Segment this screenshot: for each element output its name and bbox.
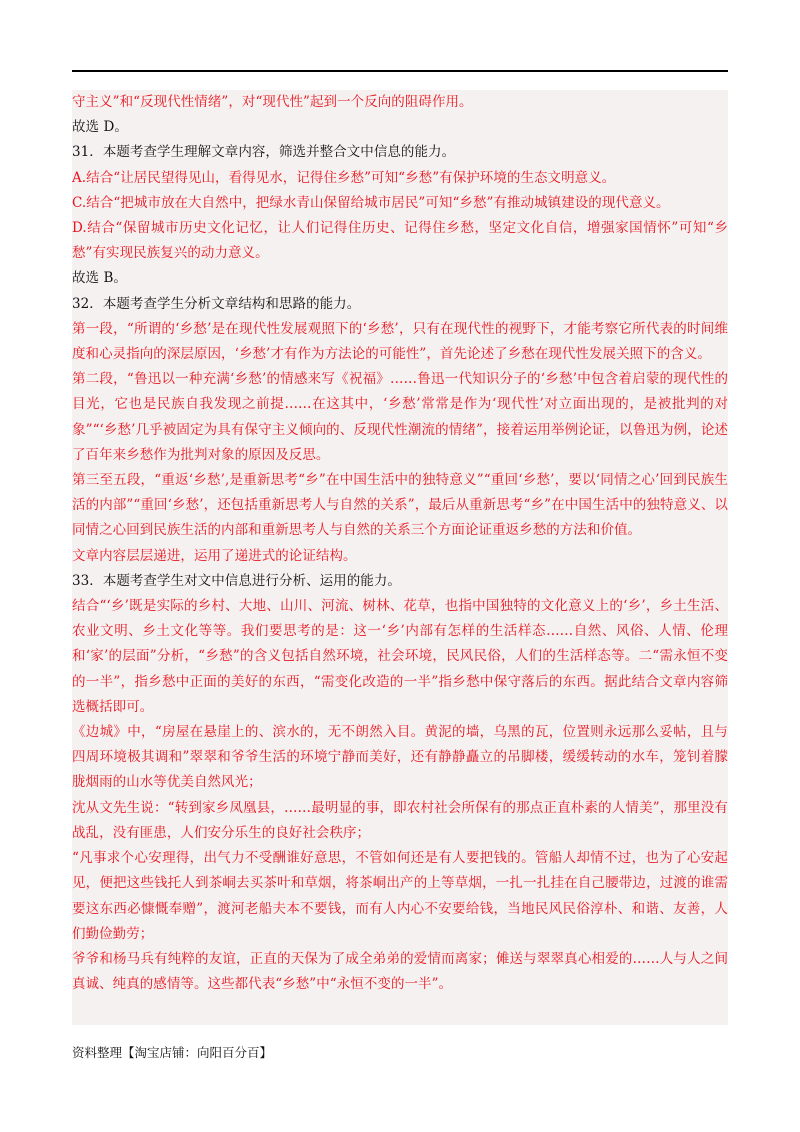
paragraph: 《边城》中，“房屋在悬崖上的、滨水的，无不朗然入目。黄泥的墙，乌黑的瓦，位置则永远那么妥帖，且与四周环境极其调和”翠翠和爷爷生活的环境宁静而美好，还有静静矗立的吊脚楼，缓缓转动的水车，笼钊着朦胧烟雨的山水等优美自然风光； <box>72 724 728 791</box>
answer-explanation-body <box>72 90 728 1025</box>
paragraph: 结合“‘乡’既是实际的乡村、大地、山川、河流、树林、花草，也指中国独特的文化意义上的‘乡’，乡土生活、农业文明、乡土文化等等。我们要思考的是：这一‘乡’内部有怎样的生活样态……自然、风俗、人情、伦理和‘家’的层面”分析，“乡愁”的含义包括自然环境，社会环境，民风民俗，人们的生活样态等。二“需永恒不变的一半”，指乡愁中正面的美好的东西，“需变化改造的一半”指乡愁中保守落后的东西。据此结合文章内容筛选概括即可。 <box>72 598 728 715</box>
paragraph: 故选 D。 <box>72 119 128 136</box>
header-rule <box>72 70 728 72</box>
paragraph: 爷爷和杨马兵有纯粹的友谊，正直的天保为了成全弟弟的爱情而离家；傩送与翠翠真心相爱的……人与人之间真诚、纯真的感情等。这些都代表“乡愁”中“永恒不变的一半”。 <box>72 950 728 993</box>
paragraph: 守主义”和“反现代性情绪”，对“现代性”起到一个反向的阻碍作用。 <box>72 94 473 110</box>
paragraph: 31．本题考查学生理解文章内容，筛选并整合文中信息的能力。 <box>72 144 456 161</box>
paragraph: C.结合“把城市放在大自然中，把绿水青山保留给城市居民”可知“乡愁”有推动城镇建设的现代意义。 <box>72 194 670 211</box>
paragraph: 33．本题考查学生对文中信息进行分析、运用的能力。 <box>72 572 401 589</box>
paragraph: 沈从文先生说：“转到家乡凤凰县，……最明显的事，即农村社会所保有的那点正直朴素的人情美”，那里没有战乱，没有匪患，人们安分乐生的良好社会秩序； <box>72 799 728 841</box>
paragraph: 32．本题考查学生分析文章结构和思路的能力。 <box>72 295 361 312</box>
paragraph: 第一段，“所谓的‘乡愁’是在现代性发展观照下的‘乡愁’，只有在现代性的视野下，才能考察它所代表的时间维度和心灵指向的深层原因，‘乡愁’才有作为方法论的可能性”，首先论述了乡愁在现代性发展关照下的含义。 <box>72 320 728 363</box>
paragraph: 文章内容层层递进，运用了递进式的论证结构。 <box>72 547 357 564</box>
paragraph: 第三至五段，“重返‘乡愁’,是重新思考“乡”在中国生活中的独特意义”“重回‘乡愁’，要以‘同情之心’回到民族生活的内部”“重回‘乡愁’，还包括重新思考人与自然的关系”，最后从重新思考“乡”在中国生活中的独特意义、以同情之心回到民族生活的内部和重新思考人与自然的关系三个方面论证重返乡愁的方法和价值。 <box>72 472 728 539</box>
paragraph: D.结合“保留城市历史文化记忆，让人们记得住历史、记得住乡愁，坚定文化自信，增强家国情怀”可知“乡愁”有实现民族复兴的动力意义。 <box>72 220 728 262</box>
paragraph: A.结合“让居民望得见山，看得见水，记得住乡愁”可知“乡愁”有保护环境的生态文明意义。 <box>72 169 616 186</box>
paragraph: 故选 B。 <box>72 270 127 287</box>
footer-source: 资料整理【淘宝店铺：向阳百分百】 <box>72 1045 273 1060</box>
paragraph: 第二段，“鲁迅以一种充满‘乡愁’的情感来写《祝福》……鲁迅一代知识分子的‘乡愁’中包含着启蒙的现代性的目光，它也是民族自我发现之前提……在这其中，‘乡愁’常常是作为‘现代性’对立面出现的，是被批判的对象”“‘乡愁’几乎被固定为具有保守主义倾向的、反现代性潮流的情绪”，接着运用举例论证，以鲁迅为例，论述了百年来乡愁作为批判对象的原因及反思。 <box>72 371 728 463</box>
paragraph: “凡事求个心安理得，出气力不受酬谁好意思，不管如何还是有人要把钱的。管船人却情不过，也为了心安起见，便把这些钱托人到茶峒去买茶叶和草烟，将茶峒出产的上等草烟，一扎一扎挂在自己腰带边，过渡的谁需要这东西必慷慨奉赠”，渡河老船夫本不要钱，而有人内心不安要给钱，当地民风民俗淳朴、和谐、友善，人们勤俭勤劳； <box>72 850 728 942</box>
